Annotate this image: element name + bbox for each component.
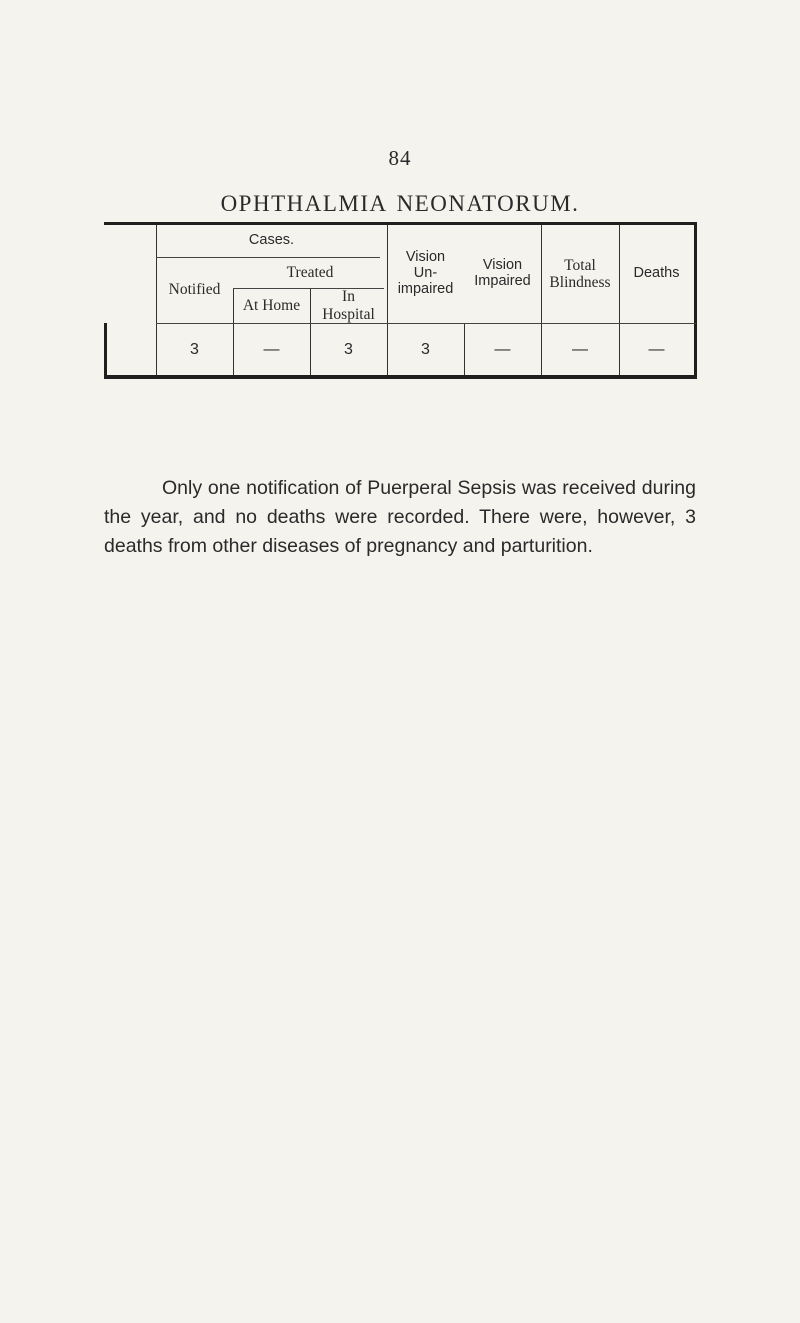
at-home-header: At Home [242,296,301,314]
page-number: 84 [388,146,412,170]
deaths-header: Deaths [633,265,680,282]
cases-header: Cases. [248,232,295,249]
vision-impaired-value: — [494,340,511,358]
table-bottom-rule [104,375,696,379]
body-paragraph: Only one notification of Puerperal Sepsis was received during the year, and no deaths were recorded. There were, however, 3 deaths from other diseases of pregnancy and parturition. [104,476,696,557]
deaths-value: — [648,340,665,358]
ophthalmia-table [104,222,696,379]
page-title: OPHTHALMIA NEONATORUM. [220,191,580,216]
vision-unimpaired-header: Vision Un- impaired [397,249,454,297]
notified-header: Notified [168,281,221,299]
table-left-rule [104,323,107,379]
in-hospital-value: 3 [344,340,353,358]
vision-unimpaired-value: 3 [421,340,430,358]
vision-impaired-header: Vision Impaired [474,257,531,289]
table-right-rule [694,222,697,379]
in-hospital-header: In Hospital [322,288,375,323]
total-blindness-value: — [572,340,588,358]
notified-value: 3 [190,340,199,358]
treated-header: Treated [286,263,334,281]
total-blindness-header: Total Blindness [549,256,611,291]
at-home-value: — [263,340,280,358]
